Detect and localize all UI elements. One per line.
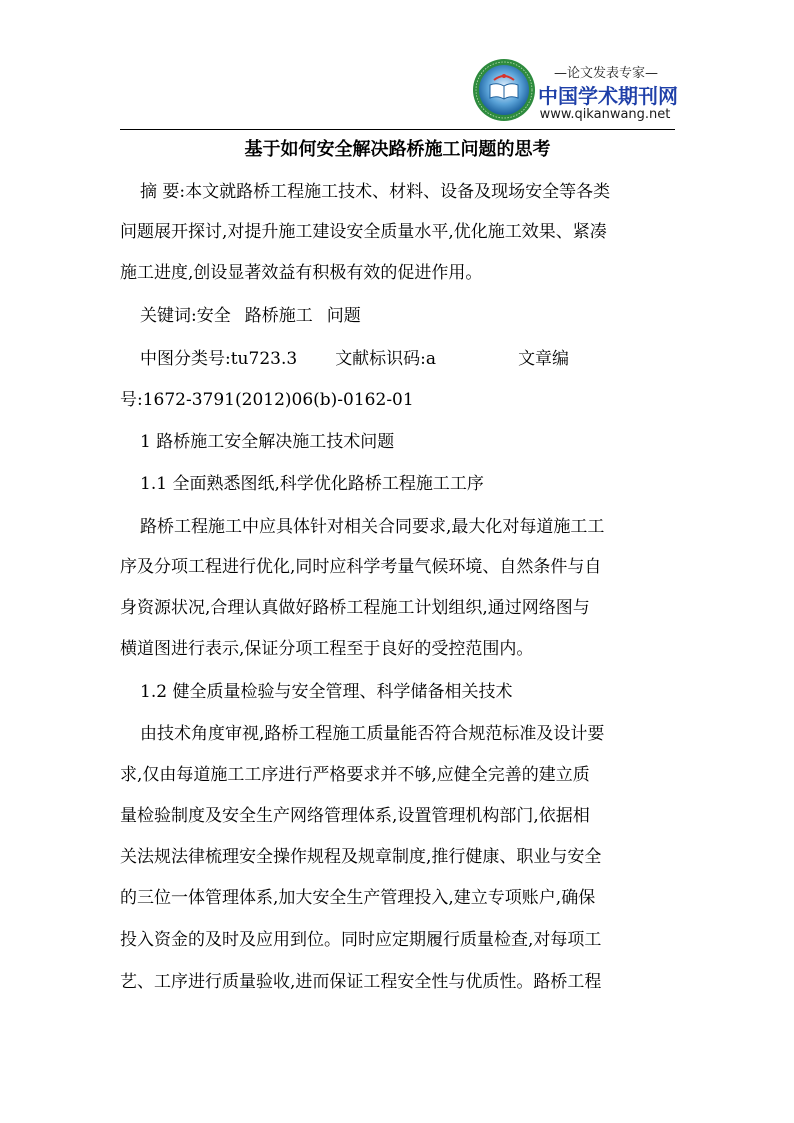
logo-site-name: 中国学术期刊网 [538,84,678,108]
paragraph-line: 身资源状况,合理认真做好路桥工程施工计划组织,通过网络图与 [120,598,590,618]
subsection-heading: 1.2 健全质量检验与安全管理、科学储备相关技术 [140,682,513,702]
abstract-line: 问题展开探讨,对提升施工建设安全质量水平,优化施工效果、紧凑 [120,222,607,242]
paragraph-line: 路桥工程施工中应具体针对相关合同要求,最大化对每道施工工 [140,517,605,537]
logo-url: www.qikanwang.net [539,107,671,122]
abstract-line: 施工进度,创设显著效益有积极有效的促进作用。 [120,263,483,283]
keywords-label: 关键词: [140,306,197,326]
article-number-label: 文章编 [518,349,570,369]
abstract-line: 摘 要:本文就路桥工程施工技术、材料、设备及现场安全等各类 [140,182,611,202]
article-title: 基于如何安全解决路桥施工问题的思考 [244,139,551,160]
journal-emblem-icon [472,58,536,122]
keywords-line [140,304,700,328]
header-divider [120,129,675,130]
paragraph-line: 量检验制度及安全生产网络管理体系,设置管理机构部门,依据相 [120,806,590,826]
keyword-item: 路桥施工 [244,306,313,326]
section-heading: 1 路桥施工安全解决施工技术问题 [140,432,395,452]
clc-number: 中图分类号:tu723.3 [140,349,298,369]
paragraph-line: 投入资金的及时及应用到位。同时应定期履行质量检查,对每项工 [120,930,602,950]
document-code: 文献标识码:a [335,349,437,369]
paragraph-line: 序及分项工程进行优化,同时应科学考量气候环境、自然条件与自 [120,557,602,577]
keyword-item: 问题 [326,306,361,326]
paragraph-line: 的三位一体管理体系,加大安全生产管理投入,建立专项账户,确保 [120,888,596,908]
publisher-logo [472,56,678,130]
logo-tagline: —论文发表专家— [553,66,658,81]
paragraph-line: 由技术角度审视,路桥工程施工质量能否符合规范标准及设计要 [140,724,605,744]
article-number: 号:1672-3791(2012)06(b)-0162-01 [120,390,414,410]
paragraph-line: 艺、工序进行质量验收,进而保证工程安全性与优质性。路桥工程 [120,972,602,992]
paragraph-line: 横道图进行表示,保证分项工程至于良好的受控范围内。 [120,639,534,659]
keyword-item: 安全 [196,306,231,326]
paragraph-line: 关法规法律梳理安全操作规程及规章制度,推行健康、职业与安全 [120,847,602,867]
paragraph-line: 求,仅由每道施工工序进行严格要求并不够,应健全完善的建立质 [120,765,590,785]
subsection-heading: 1.1 全面熟悉图纸,科学优化路桥工程施工工序 [140,474,484,494]
classification-line [140,347,700,371]
